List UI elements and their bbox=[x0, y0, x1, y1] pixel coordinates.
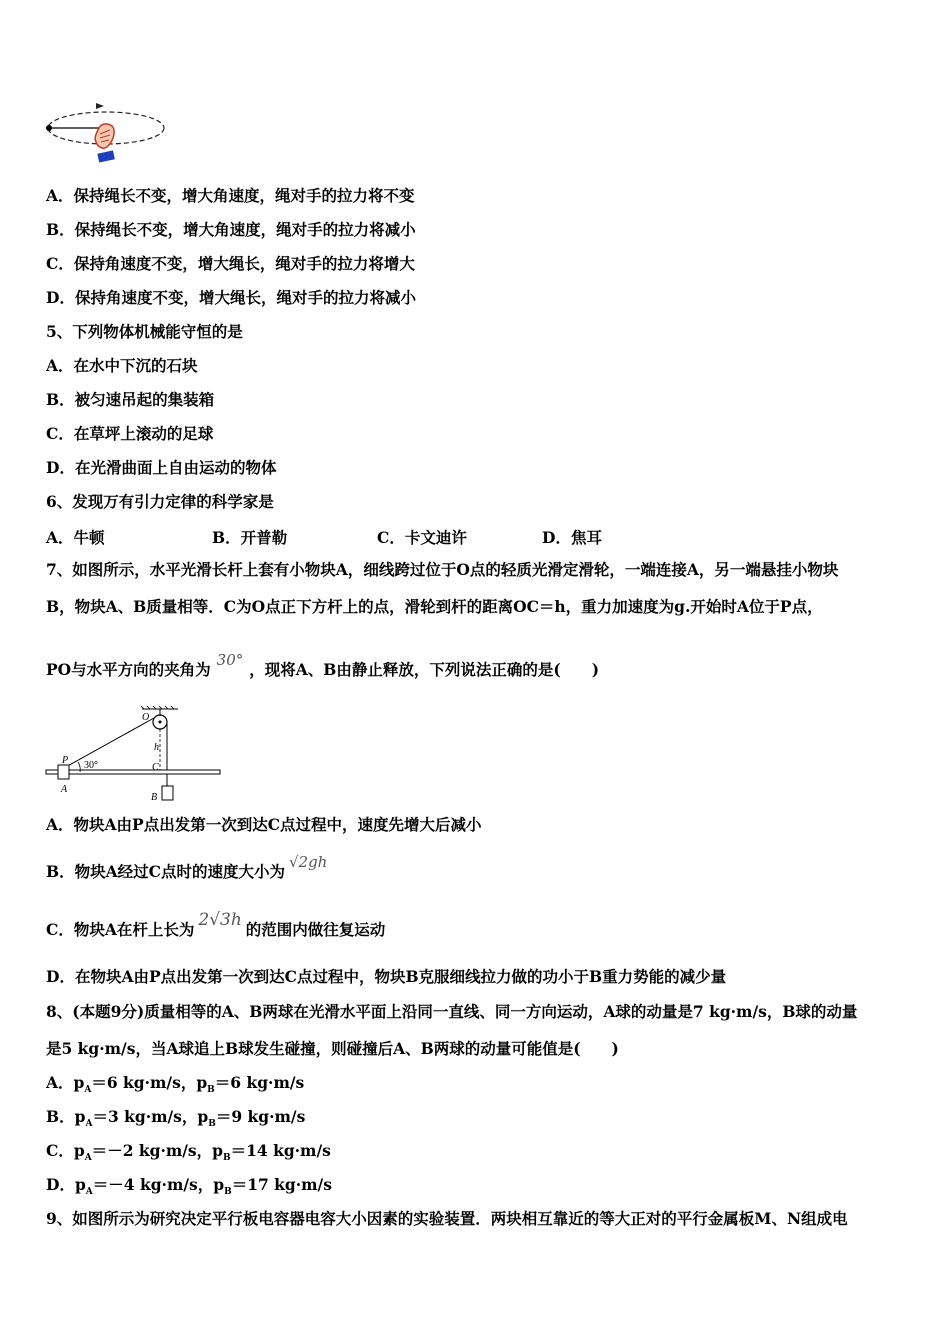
q8-option-d: D．$p_A=-4$ kg·m/s，$p_B=17$ kg·m/s bbox=[46, 1175, 332, 1198]
q7-option-d: D．在物块A由P点出发第一次到达C点过程中，物块B克服细线拉力做的功小于B重力势能的减少量 bbox=[46, 967, 727, 986]
q8-option-b: B．$p_A=3$ kg·m/s，$p_B=9$ kg·m/s bbox=[46, 1107, 306, 1130]
q7-option-a: A．物块A由P点出发第一次到达C点过程中，速度先增大后减小 bbox=[46, 815, 482, 834]
q8-option-b-pa: 3 kg·m/s bbox=[107, 1107, 182, 1126]
q4-option-d: D．保持角速度不变，增大绳长，绳对手的拉力将减小 bbox=[46, 288, 416, 307]
rod bbox=[46, 770, 220, 774]
q4-option-b: B．保持绳长不变，增大角速度，绳对手的拉力将减小 bbox=[46, 220, 416, 239]
q8-option-d-label: D． bbox=[46, 1175, 75, 1194]
q8-stem-line2: 是5 kg·m/s，当A球追上B球发生碰撞，则碰撞后A、B两球的动量可能值是( ) bbox=[46, 1039, 619, 1058]
q6-option-c: C．卡文迪许 bbox=[377, 528, 467, 547]
label-a: A bbox=[61, 784, 68, 795]
q8-option-c-label: C． bbox=[46, 1141, 74, 1160]
label-c: C bbox=[152, 762, 159, 773]
q8-option-a: A．$p_A=6$ kg·m/s，$p_B=6$ kg·m/s bbox=[46, 1073, 305, 1096]
q6-option-a: A．牛顿 bbox=[46, 528, 105, 547]
q8-option-c-pa: －2 kg·m/s bbox=[107, 1141, 197, 1160]
q6-option-d: D．焦耳 bbox=[542, 528, 602, 547]
pulley-figure bbox=[44, 706, 224, 804]
q8-option-d-pa: －4 kg·m/s bbox=[108, 1175, 198, 1194]
string-to-a bbox=[64, 718, 154, 768]
q9-stem-line1: 9、如图所示为研究决定平行板电容器电容大小因素的实验装置．两块相互靠近的等大正对的平行金属板M、N组成电 bbox=[46, 1209, 848, 1228]
block-b bbox=[162, 786, 173, 800]
q5-option-d: D．在光滑曲面上自由运动的物体 bbox=[46, 458, 277, 477]
q8-option-d-pb: 17 kg·m/s bbox=[247, 1175, 332, 1194]
label-o: O bbox=[142, 712, 150, 723]
q6-stem: 6、发现万有引力定律的科学家是 bbox=[46, 492, 274, 511]
q5-option-a: A．在水中下沉的石块 bbox=[46, 356, 198, 375]
q8-option-b-label: B． bbox=[46, 1107, 75, 1126]
q7-option-b bbox=[46, 853, 328, 882]
q7-option-c-math: 2√3h bbox=[198, 910, 242, 930]
q5-option-b: B．被匀速吊起的集装箱 bbox=[46, 390, 215, 409]
q7-option-b-math: √2gh bbox=[288, 853, 328, 871]
q7-stem-line2: B，物块A、B质量相等．C为O点正下方杆上的点，滑轮到杆的距离OC＝h，重力加速度为g.开始时A位于P点， bbox=[46, 597, 823, 616]
q7-angle-math: 30° bbox=[216, 651, 244, 669]
q6-option-b: B．开普勒 bbox=[212, 528, 288, 547]
q5-stem: 5、下列物体机械能守恒的是 bbox=[46, 322, 243, 341]
q7-stem-line3-b: ，现将A、B由静止释放，下列说法正确的是( ) bbox=[249, 660, 600, 679]
q8-option-c-pb: 14 kg·m/s bbox=[246, 1141, 331, 1160]
sleeve bbox=[97, 150, 115, 162]
label-p: P bbox=[62, 755, 69, 766]
q7-option-b-text: B．物块A经过C点时的速度大小为 bbox=[46, 862, 285, 881]
q6-options-row bbox=[46, 526, 746, 546]
label-h: h bbox=[154, 742, 159, 753]
q8-option-c: C．$p_A=-2$ kg·m/s，$p_B=14$ kg·m/s bbox=[46, 1141, 331, 1164]
q8-option-a-pa: 6 kg·m/s bbox=[106, 1073, 181, 1092]
q7-option-c-text-b: 的范围内做往复运动 bbox=[245, 920, 386, 939]
label-b: B bbox=[151, 792, 158, 803]
q7-stem-line1: 7、如图所示，水平光滑长杆上套有小物块A，细线跨过位于O点的轻质光滑定滑轮，一端连接A，另一端悬挂小物块 bbox=[46, 560, 839, 579]
q8-option-a-label: A． bbox=[46, 1073, 74, 1092]
q4-option-c: C．保持角速度不变，增大绳长，绳对手的拉力将增大 bbox=[46, 254, 415, 273]
q8-option-b-pb: 9 kg·m/s bbox=[231, 1107, 306, 1126]
label-angle: 30° bbox=[84, 760, 98, 771]
circular-motion-figure bbox=[40, 100, 175, 170]
q7-option-c bbox=[46, 910, 386, 940]
q8-option-a-pb: 6 kg·m/s bbox=[230, 1073, 305, 1092]
q7-option-c-text: C．物块A在杆上长为 bbox=[46, 920, 195, 939]
q5-option-c: C．在草坪上滚动的足球 bbox=[46, 424, 214, 443]
direction-arrow bbox=[96, 103, 104, 109]
q4-option-a: A．保持绳长不变，增大角速度，绳对手的拉力将不变 bbox=[46, 186, 415, 205]
block-a bbox=[58, 765, 69, 779]
q8-stem-line1: 8、(本题9分)质量相等的A、B两球在光滑水平面上沿同一直线、同一方向运动，A球的动量是7 kg·m/s，B球的动量 bbox=[46, 1002, 858, 1021]
q7-stem-line3-a: PO与水平方向的夹角为 bbox=[46, 660, 211, 679]
q7-stem-line3 bbox=[46, 651, 600, 680]
